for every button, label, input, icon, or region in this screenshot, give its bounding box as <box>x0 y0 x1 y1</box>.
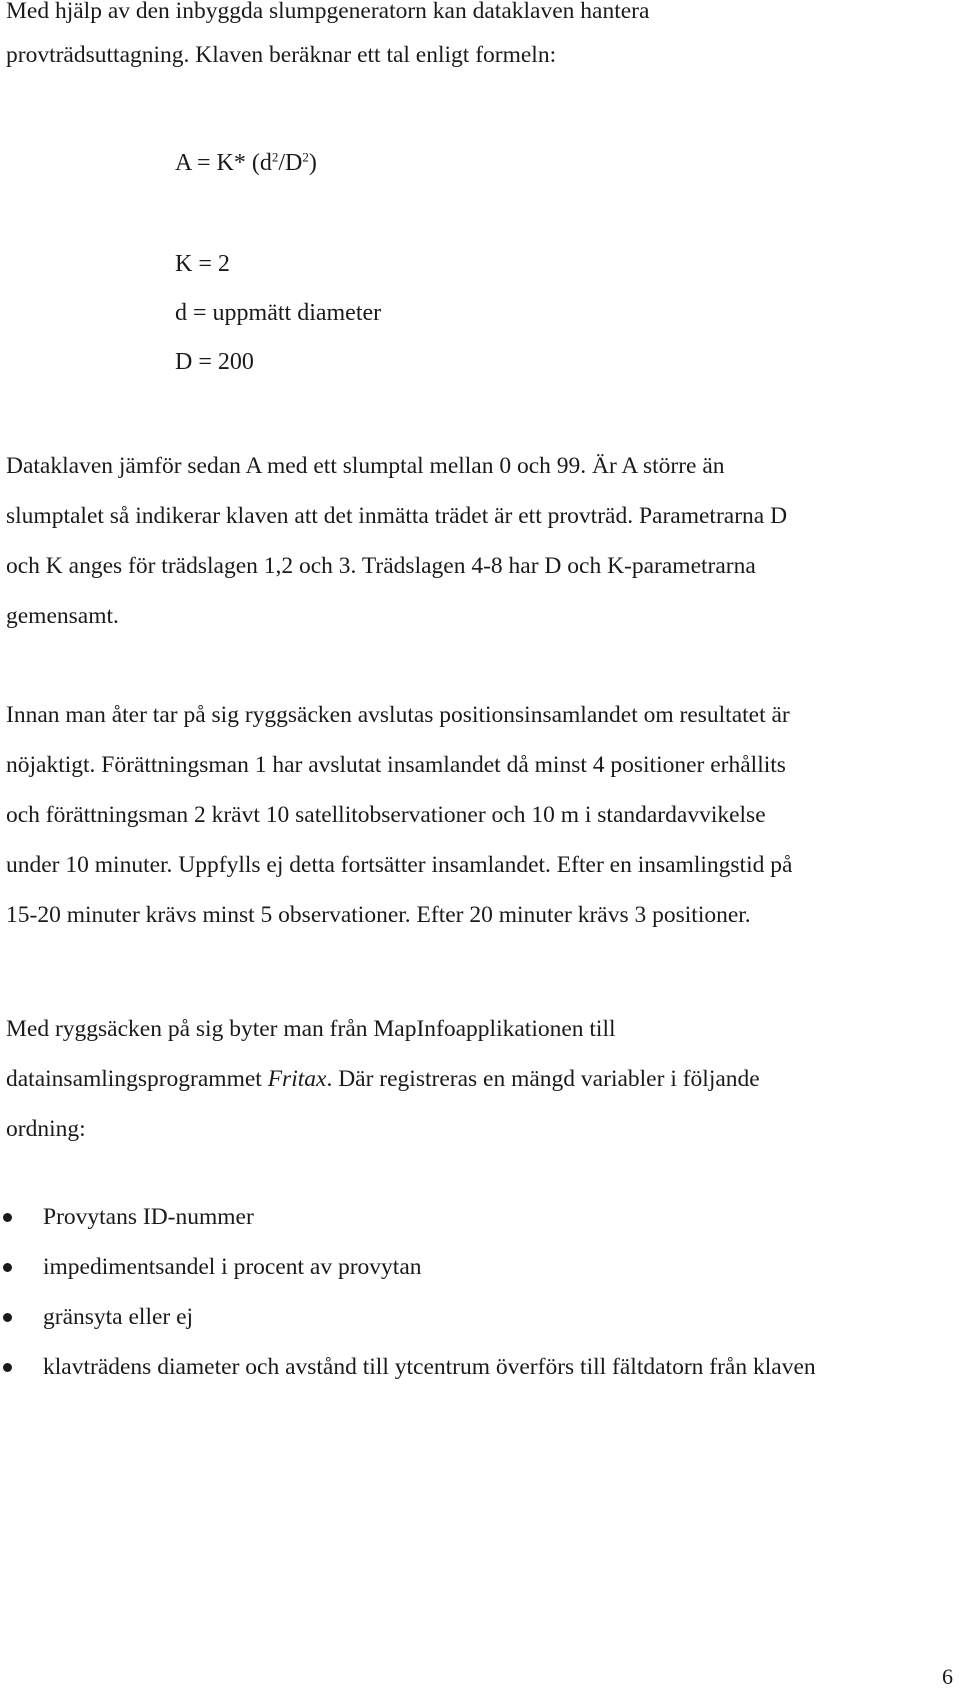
formula-a-suffix: ) <box>308 150 317 176</box>
formula-a <box>175 148 317 178</box>
paragraph-line: Dataklaven jämför sedan A med ett slumptal mellan 0 och 99. Är A större än <box>6 453 725 479</box>
formula-a-prefix: A = K* (d <box>175 150 272 176</box>
bullet-icon <box>3 1363 12 1372</box>
list-item-text: Provytans ID-nummer <box>43 1204 254 1230</box>
intro-paragraph <box>6 0 960 77</box>
paragraph-line: nöjaktigt. Förättningsman 1 har avslutat insamlandet då minst 4 positioner erhållits <box>6 752 786 778</box>
bullet-icon <box>3 1213 12 1222</box>
formula-a-mid: /D <box>278 150 303 176</box>
paragraph-line: och K anges för trädslagen 1,2 och 3. Trädslagen 4-8 har D och K-parametrarna <box>6 553 756 579</box>
list-item <box>0 1342 816 1392</box>
formula-a-exponent: 2 <box>271 149 279 165</box>
paragraph-line: Innan man åter tar på sig ryggsäcken avslutas positionsinsamlandet om resultatet är <box>6 702 790 728</box>
text-run: . Där registreras en mängd variabler i följande <box>326 1066 760 1092</box>
bullet-icon <box>3 1313 12 1322</box>
paragraph-line: Med ryggsäcken på sig byter man från MapInfoapplikationen till <box>6 1016 616 1042</box>
paragraph-line <box>6 1054 960 1104</box>
formula-d-small: d = uppmätt diameter <box>175 300 382 326</box>
bullet-icon <box>3 1263 12 1272</box>
formula-a-exponent: 2 <box>302 149 309 165</box>
paragraph-line: och förättningsman 2 krävt 10 satellitobservationer och 10 m i standardavvikelse <box>6 802 766 828</box>
list-item <box>0 1242 816 1292</box>
paragraph-positioning <box>6 690 960 940</box>
formula-k: K = 2 <box>175 251 230 277</box>
paragraph-line: slumptalet så indikerar klaven att det inmätta trädet är ett provträd. Parametrarna D <box>6 503 788 529</box>
variable-list <box>0 1192 816 1392</box>
paragraph-line: ordning: <box>6 1116 86 1142</box>
paragraph-line: under 10 minuter. Uppfylls ej detta fortsätter insamlandet. Efter en insamlingstid på <box>6 852 793 878</box>
list-item <box>0 1192 816 1242</box>
list-item-text: impedimentsandel i procent av provytan <box>43 1254 422 1280</box>
paragraph-line: 15-20 minuter krävs minst 5 observationer. Efter 20 minuter krävs 3 positioner. <box>6 902 751 928</box>
paragraph-fritax <box>6 1004 960 1154</box>
paragraph-line: gemensamt. <box>6 603 119 629</box>
text-run: datainsamlingsprogrammet <box>6 1066 268 1092</box>
list-item-text: klavträdens diameter och avstånd till ytcentrum överförs till fältdatorn från klaven <box>43 1354 816 1380</box>
formula-d-large: D = 200 <box>175 349 254 375</box>
paragraph-comparison <box>6 441 960 641</box>
list-item-text: gränsyta eller ej <box>43 1304 194 1330</box>
page-number: 6 <box>942 1664 953 1689</box>
intro-line: provträdsuttagning. Klaven beräknar ett tal enligt formeln: <box>6 42 557 68</box>
program-name-italic: Fritax <box>267 1066 327 1092</box>
intro-line: Med hjälp av den inbyggda slumpgeneratorn kan dataklaven hantera <box>6 0 650 24</box>
list-item <box>0 1292 816 1342</box>
